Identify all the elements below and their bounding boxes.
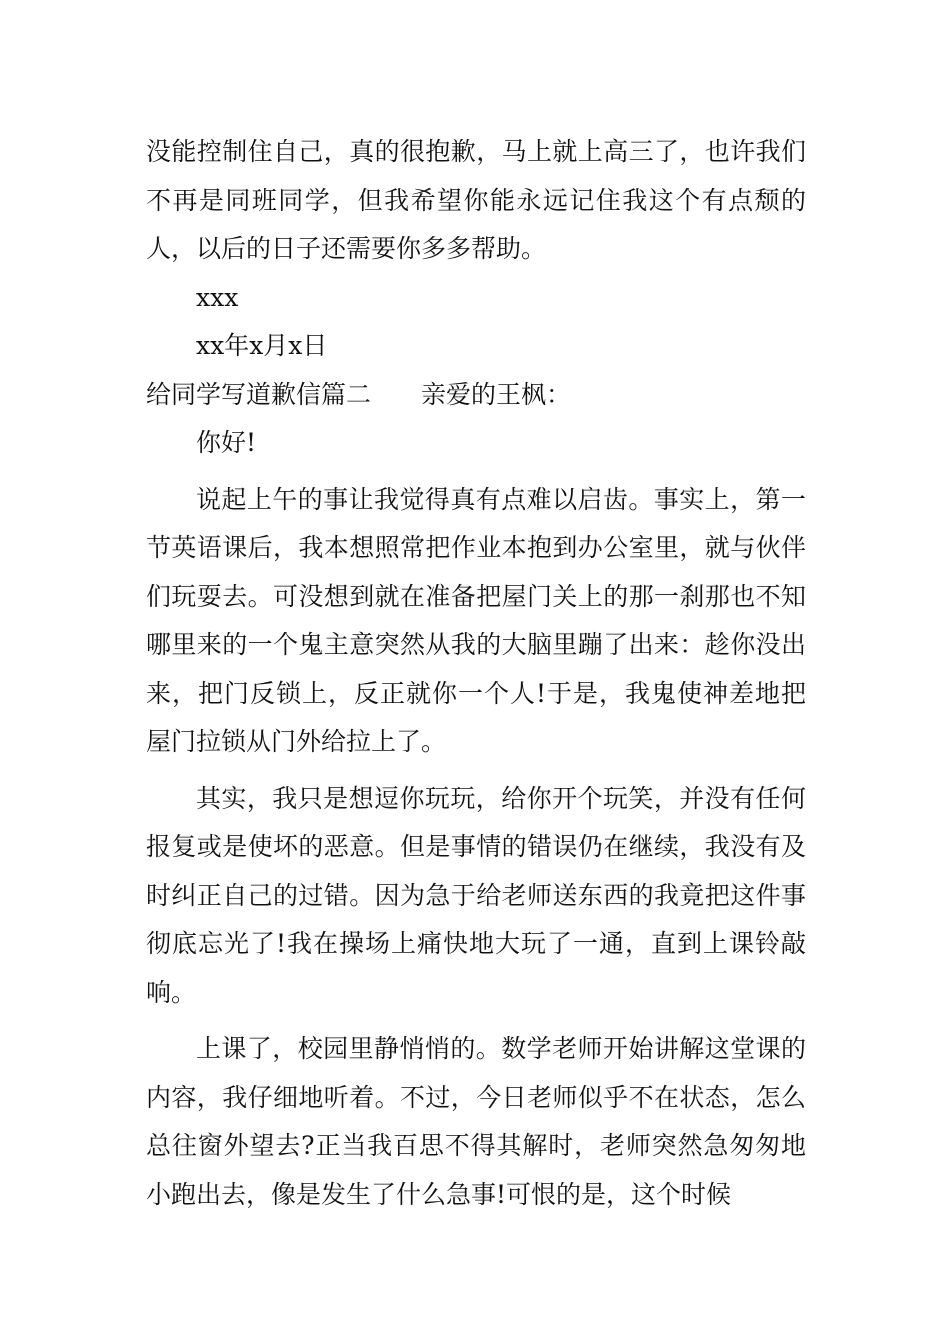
greeting: 你好! [196, 428, 257, 457]
salutation: 亲爱的王枫： [421, 379, 572, 409]
signature: xxx [196, 282, 239, 312]
section-heading-row [146, 371, 806, 420]
section-title: 给同学写道歉信篇二 [146, 379, 372, 409]
letter-page [146, 128, 806, 1219]
date: xx年x月x日 [196, 331, 328, 360]
body-paragraph-2: 其实，我只是想逗你玩玩，给你开个玩笑，并没有任何报复或是使坏的恶意。但是事情的错误仍在继续，我没有及时纠正自己的过错。因为急于给老师送东西的我竟把这件事彻底忘光了!我在操场上痛快地大玩了一通，直到上课铃敲响。 [146, 783, 806, 1007]
body-paragraph-3: 上课了，校园里静悄悄的。数学老师开始讲解这堂课的内容，我仔细地听着。不过，今日老师似乎不在状态，怎么总往窗外望去?正当我百思不得其解时，老师突然急匆匆地小跑出去，像是发生了什么急事!可恨的是，这个时候 [146, 1034, 806, 1209]
opening-paragraph: 没能控制住自己，真的很抱歉，马上就上高三了，也许我们不再是同班同学，但我希望你能永远记住我这个有点颓的人，以后的日子还需要你多多帮助。 [146, 137, 806, 263]
body-paragraph-1: 说起上午的事让我觉得真有点难以启齿。事实上，第一节英语课后，我本想照常把作业本抱到办公室里，就与伙伴们玩耍去。可没想到就在准备把屋门关上的那一刹那也不知哪里来的一个鬼主意突然从我的大脑里蹦了出来：趁你没出来，把门反锁上，反正就你一个人!于是，我鬼使神差地把屋门拉锁从门外给拉上了。 [146, 484, 806, 756]
